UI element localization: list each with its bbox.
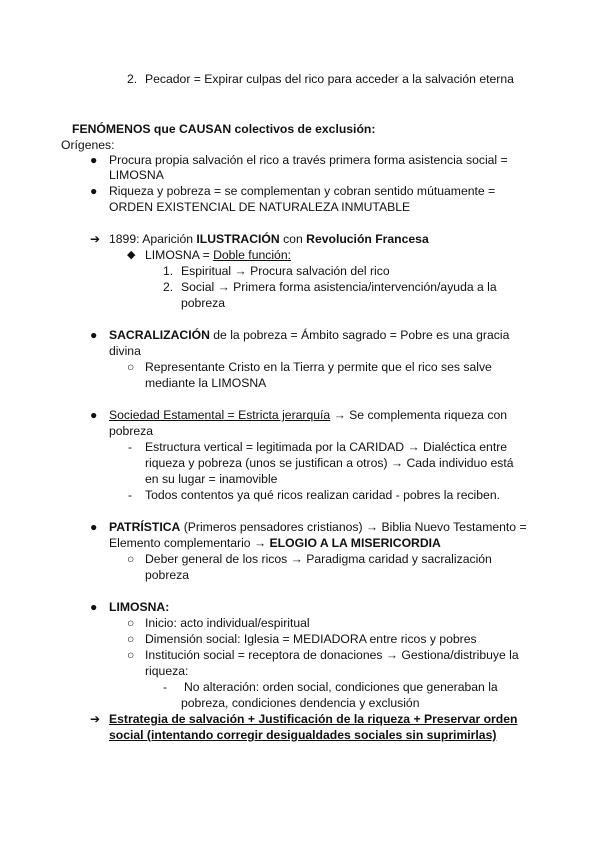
dash-marker: - [128,488,133,502]
bullet-icon: ● [90,153,98,167]
list-number: 2. [127,72,138,86]
bullet-icon: ● [90,184,98,198]
origenes-label: Orígenes: [61,138,115,152]
diamond-icon: ◆ [127,249,136,261]
estamental-sub1-line3: en su lugar = inamovible [145,472,278,486]
limosna-dimension: Dimensión social: Iglesia = MEDIADORA entre ricos y pobres [145,632,477,646]
circle-bullet-icon: ○ [127,360,135,374]
limosna-heading: LIMOSNA: [109,600,170,614]
bullet-icon: ● [90,520,98,534]
bullet-2-line2: ORDEN EXISTENCIAL DE NATURALEZA INMUTABLE [109,200,411,214]
limosna-institucion-line2: riqueza: [145,664,189,678]
estamental-sub2: Todos contentos ya qué ricos realizan caridad - pobres la reciben. [145,488,500,502]
ilustracion-line: 1899: Aparición ILUSTRACIÓN con Revolución Francesa [109,232,429,246]
sacralizacion-sub-line1: Representante Cristo en la Tierra y permite que el rico ses salve [145,360,492,374]
circle-bullet-icon: ○ [127,616,135,630]
no-alteracion-line1: No alteración: orden social, condiciones que generaban la [184,680,498,694]
patristica-sub-line1: Deber general de los ricos → Paradigma caridad y sacralización [145,552,492,566]
patristica-line2: Elemento complementario → ELOGIO A LA MISERICORDIA [109,536,441,550]
estamental-sub1-line1: Estructura vertical = legitimada por la CARIDAD → Dialéctica entre [145,440,508,454]
estamental-line1: Sociedad Estamental = Estricta jerarquía → Se complementa riqueza con [109,408,507,422]
dash-marker: - [163,680,168,694]
list-number: 1. [163,264,174,278]
bullet-1-line1: Procura propia salvación el rico a través primera forma asistencia social = [109,153,508,167]
bullet-2-line1: Riqueza y pobreza = se complementan y cobran sentido mútuamente = [109,184,496,198]
limosna-institucion-line1: Institución social = receptora de donaciones → Gestiona/distribuye la [145,648,519,662]
sacralizacion-line1: SACRALIZACIÓN de la pobreza = Ámbito sagrado = Pobre es una gracia [109,328,510,342]
circle-bullet-icon: ○ [127,632,135,646]
estamental-line2: pobreza [109,424,154,438]
bullet-icon: ● [90,328,98,342]
top-item-text: Pecador = Expirar culpas del rico para acceder a la salvación eterna [145,72,514,86]
circle-bullet-icon: ○ [127,648,135,662]
funcion-2-line1: Social → Primera forma asistencia/intervención/ayuda a la [181,280,497,294]
estamental-sub1-line2: riqueza y pobreza (unos se justifican a otros) → Cada individuo está [145,456,514,470]
sacralizacion-sub-line2: mediante la LIMOSNA [145,376,267,390]
list-number: 2. [163,280,174,294]
section-heading: FENÓMENOS que CAUSAN colectivos de exclusión: [72,122,376,136]
arrow-icon: ➔ [90,232,101,246]
sacralizacion-line2: divina [109,344,141,358]
arrow-icon: ➔ [90,712,101,726]
conclusion-line2: social (intentando corregir desigualdades sociales sin suprimirlas) [109,728,497,742]
limosna-doble-line: LIMOSNA = Doble función: [145,248,291,262]
funcion-1-text: Espiritual → Procura salvación del rico [181,264,390,278]
dash-marker: - [128,440,133,454]
limosna-inicio: Inicio: acto individual/espiritual [145,616,310,630]
bullet-1-line2: LIMOSNA [109,168,164,182]
no-alteracion-line2: pobreza, condiciones dendencia y exclusión [181,696,420,710]
conclusion-line1: Estrategia de salvación + Justificación de la riqueza + Preservar orden [109,712,518,726]
circle-bullet-icon: ○ [127,552,135,566]
bullet-icon: ● [90,408,98,422]
patristica-line1: PATRÍSTICA (Primeros pensadores cristianos) → Biblia Nuevo Testamento = [109,520,527,534]
funcion-2-line2: pobreza [181,296,226,310]
bullet-icon: ● [90,600,98,614]
patristica-sub-line2: pobreza [145,568,190,582]
